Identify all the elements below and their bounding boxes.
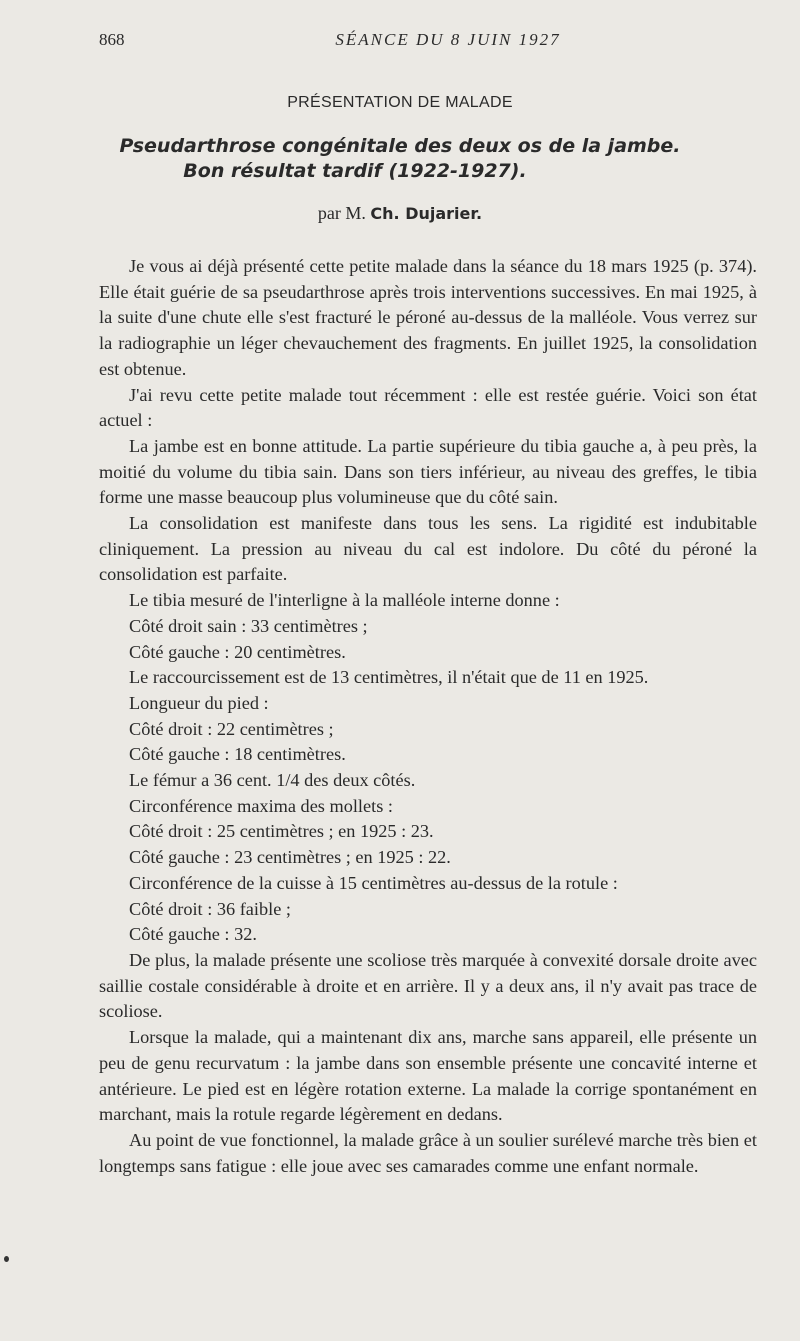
measurement-line: Le fémur a 36 cent. 1/4 des deux côtés. (129, 770, 416, 791)
measurement-line: Le tibia mesuré de l'interligne à la malléole interne donne : (129, 590, 560, 611)
byline-author: Ch. Dujarier. (370, 204, 483, 223)
measurement-line: Côté droit sain : 33 centimètres ; (129, 615, 368, 636)
measurement-line: Circonférence maxima des mollets : (129, 795, 393, 816)
byline-prefix: par M. (317, 203, 366, 223)
page-number: 868 (99, 30, 125, 49)
article-title (0, 134, 800, 184)
article-title-line-1: Pseudarthrose congénitale des deux os de la jambe. (119, 135, 681, 157)
running-title: SÉANCE DU 8 JUIN 1927 (335, 30, 561, 49)
measurement-line: Côté droit : 25 centimètres ; en 1925 : 23. (129, 821, 434, 842)
body-paragraph: La consolidation est manifeste dans tous les sens. La rigidité est indubitable cliniquement. La pression au niveau du cal est indolore. Du côté du péroné la consolidation est parfaite. (99, 513, 757, 585)
measurement-line: Côté gauche : 18 centimètres. (129, 744, 346, 765)
body-paragraph: J'ai revu cette petite malade tout récemment : elle est restée guérie. Voici son état actuel : (99, 384, 757, 431)
measurement-line: Côté droit : 22 centimètres ; (129, 718, 334, 739)
margin-speck (4, 1256, 9, 1262)
measurement-line: Côté droit : 36 faible ; (129, 898, 291, 919)
body-paragraph: Au point de vue fonctionnel, la malade grâce à un soulier surélevé marche très bien et longtemps sans fatigue : elle joue avec ses camarades comme une enfant normale. (99, 1129, 757, 1176)
article-title-line-2: Bon résultat tardif (1922-1927). (183, 160, 527, 182)
body-paragraph: La jambe est en bonne attitude. La partie supérieure du tibia gauche a, à peu près, la moitié du volume du tibia sain. Dans son tiers inférieur, au niveau des greffes, le tibia forme une masse beaucoup plus volumineuse que du côté sain. (99, 435, 757, 508)
measurement-line: Côté gauche : 23 centimètres ; en 1925 : 22. (129, 847, 451, 868)
section-heading: PRÉSENTATION DE MALADE (287, 94, 513, 111)
measurement-line: Le raccourcissement est de 13 centimètres, il n'était que de 11 en 1925. (129, 667, 649, 688)
body-paragraph: De plus, la malade présente une scoliose très marquée à convexité dorsale droite avec saillie costale considérable à droite et en arrière. Il y a deux ans, il n'y avait pas trace de scoliose. (99, 949, 757, 1022)
measurement-line: Côté gauche : 32. (129, 924, 257, 945)
article-body (99, 254, 757, 1179)
running-head (99, 30, 757, 54)
body-paragraph: Lorsque la malade, qui a maintenant dix ans, marche sans appareil, elle présente un peu de genu recurvatum : la jambe dans son ensemble présente une concavité interne et antérieure. Le pied est en légère rotation externe. La malade la corrige spontanément en marchant, mais la rotule regarde légèrement en dedans. (99, 1027, 757, 1125)
measurement-line: Longueur du pied : (129, 692, 269, 713)
measurement-line: Côté gauche : 20 centimètres. (129, 641, 346, 662)
byline (0, 203, 800, 224)
body-paragraph: Je vous ai déjà présenté cette petite malade dans la séance du 18 mars 1925 (p. 374). Elle était guérie de sa pseudarthrose après trois interventions successives. En mai 1925, à la suite d'une chute elle s'est fracturé le péroné au-dessus de la malléole. Vous verrez sur la radiographie un léger chevauchement des fragments. En juillet 1925, la consolidation est obtenue. (99, 256, 757, 379)
measurement-line: Circonférence de la cuisse à 15 centimètres au-dessus de la rotule : (129, 872, 618, 893)
